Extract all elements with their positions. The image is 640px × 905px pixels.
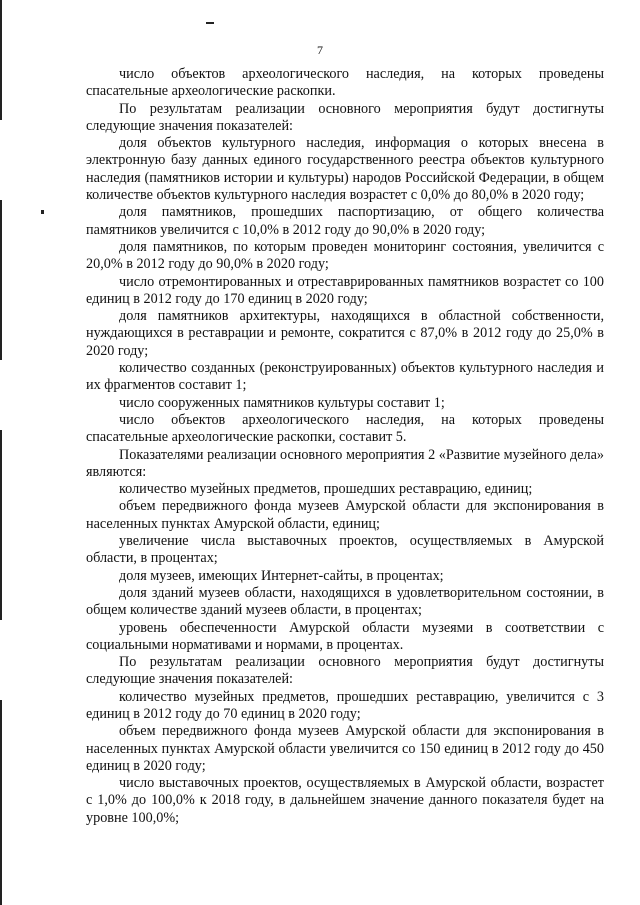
paragraph: число отремонтированных и отреставрированных памятников возрастет со 100 единиц в 2012 году до 170 единиц в 2020 году; — [86, 273, 604, 307]
paragraph: количество созданных (реконструированных) объектов культурного наследия и их фрагментов составит 1; — [86, 360, 604, 394]
paragraph: уровень обеспеченности Амурской области музеями в соответствии с социальными нормативами и нормами, в процентах. — [86, 619, 604, 653]
scan-margin-mark — [0, 200, 2, 360]
paragraph: Показателями реализации основного мероприятия 2 «Развитие музейного дела» являются: — [86, 446, 604, 480]
paragraph: доля памятников, по которым проведен мониторинг состояния, увеличится с 20,0% в 2012 году до 90,0% в 2020 году; — [86, 238, 604, 273]
scan-margin-mark — [0, 700, 2, 905]
scan-margin-mark — [0, 430, 2, 620]
scan-speck — [41, 210, 44, 214]
paragraph: доля объектов культурного наследия, информация о которых внесена в электронную базу данных единого государственного реестра объектов культурного наследия (памятников истории и культуры) народов Российской Федерации, в общем количестве объектов культурного наследия возрастет с 0,0% до 80,0% в 2020 году; — [86, 135, 604, 204]
paragraph: доля памятников архитектуры, находящихся в областной собственности, нуждающихся в реставрации и ремонте, сократится с 87,0% в 2012 году до 25,0% в 2020 году; — [86, 308, 604, 359]
paragraph: количество музейных предметов, прошедших реставрацию, увеличится с 3 единиц в 2012 году до 70 единиц в 2020 году; — [86, 688, 604, 722]
scan-speck — [206, 22, 214, 24]
paragraph: число объектов археологического наследия, на которых проведены спасательные археологические раскопки. — [86, 66, 604, 100]
paragraph: число выставочных проектов, осуществляемых в Амурской области, возрастет с 1,0% до 100,0% к 2018 году, в дальнейшем значение данного показателя будет на уровне 100,0%; — [86, 775, 604, 826]
paragraph: доля памятников, прошедших паспортизацию, от общего количества памятников увеличится с 10,0% в 2012 году до 90,0% в 2020 году; — [86, 204, 604, 238]
paragraph: количество музейных предметов, прошедших реставрацию, единиц; — [119, 481, 533, 498]
paragraph: число сооруженных памятников культуры составит 1; — [119, 394, 445, 411]
paragraph: доля музеев, имеющих Интернет-сайты, в процентах; — [119, 567, 444, 584]
scan-margin-mark — [0, 0, 2, 120]
paragraph: число объектов археологического наследия, на которых проведены спасательные археологические раскопки, составит 5. — [86, 411, 604, 446]
paragraph: объем передвижного фонда музеев Амурской области для экспонирования в населенных пунктах Амурской области увеличится со 150 единиц в 2012 году до 450 единиц в 2020 году; — [86, 723, 604, 774]
paragraph: По результатам реализации основного мероприятия будут достигнуты следующие значения показателей: — [86, 654, 604, 688]
paragraph: объем передвижного фонда музеев Амурской области для экспонирования в населенных пунктах Амурской области, единиц; — [86, 498, 604, 532]
paragraph: По результатам реализации основного мероприятия будут достигнуты следующие значения показателей: — [86, 100, 604, 134]
document-body — [86, 66, 604, 827]
paragraph: увеличение числа выставочных проектов, осуществляемых в Амурской области, в процентах; — [86, 533, 604, 567]
page-number: 7 — [317, 43, 323, 57]
paragraph: доля зданий музеев области, находящихся в удовлетворительном состоянии, в общем количестве зданий музеев области, в процентах; — [86, 584, 604, 619]
